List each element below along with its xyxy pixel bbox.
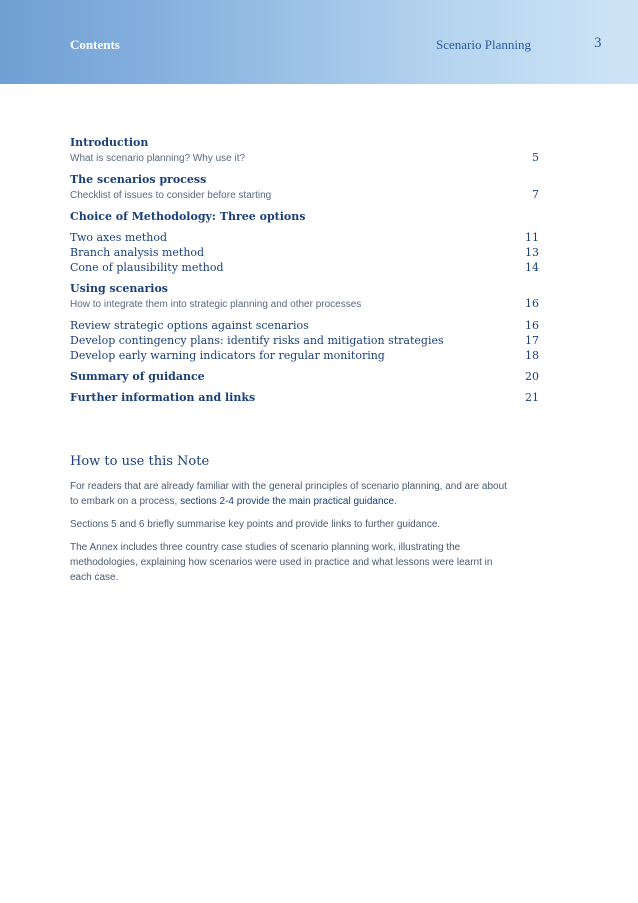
paragraph-text: . <box>394 496 397 507</box>
toc-heading: Summary of guidance <box>70 370 205 383</box>
toc-section-further[interactable] <box>70 390 539 405</box>
toc-entry[interactable] <box>70 260 539 275</box>
toc-section-methodology[interactable] <box>70 209 539 275</box>
toc-page-number: 18 <box>525 349 539 362</box>
toc-subtitle: Checklist of issues to consider before starting <box>70 190 272 201</box>
toc-entry-label: Cone of plausibility method <box>70 261 224 274</box>
howto-paragraph-1 <box>70 479 510 509</box>
emphasized-text: sections 2-4 provide the main practical guidance <box>180 496 395 507</box>
toc-entry-label: Review strategic options against scenarios <box>70 319 309 332</box>
toc-heading: Choice of Methodology: Three options <box>70 210 306 223</box>
toc-page-number: 20 <box>525 370 539 383</box>
header-section-label: Contents <box>70 37 120 52</box>
toc-section-using[interactable] <box>70 281 539 363</box>
toc-page-number: 14 <box>525 261 539 274</box>
toc-heading: Further information and links <box>70 391 256 404</box>
toc-heading: The scenarios process <box>70 173 207 186</box>
toc-entry[interactable] <box>70 333 539 348</box>
toc-entry[interactable] <box>70 348 539 363</box>
howto-paragraph-2: Sections 5 and 6 briefly summarise key points and provide links to further guidance. <box>70 519 441 530</box>
toc-entry-label: Develop early warning indicators for regular monitoring <box>70 349 385 362</box>
toc-entry[interactable] <box>70 230 539 245</box>
how-to-use-section <box>70 454 510 593</box>
toc-page-number: 16 <box>525 319 539 332</box>
toc-page-number: 7 <box>532 188 539 201</box>
toc-section-process[interactable] <box>70 172 539 203</box>
toc-page-number: 17 <box>525 334 539 347</box>
toc-subtitle: What is scenario planning? Why use it? <box>70 153 246 164</box>
table-of-contents <box>70 135 539 411</box>
toc-subtitle: How to integrate them into strategic planning and other processes <box>70 299 362 310</box>
toc-section-introduction[interactable] <box>70 135 539 166</box>
toc-page-number: 16 <box>525 297 539 310</box>
header-page-number: 3 <box>594 35 602 51</box>
toc-entry-label: Branch analysis method <box>70 246 205 259</box>
toc-page-number: 11 <box>525 231 539 244</box>
toc-entry[interactable] <box>70 245 539 260</box>
toc-entry[interactable] <box>70 318 539 333</box>
toc-section-summary[interactable] <box>70 369 539 384</box>
toc-entry-label: Two axes method <box>70 231 168 244</box>
section-title: How to use this Note <box>70 454 210 469</box>
toc-heading: Introduction <box>70 136 149 149</box>
toc-page-number: 13 <box>525 246 539 259</box>
toc-heading: Using scenarios <box>70 282 169 295</box>
paragraph-text: For readers that are already familiar with the general principles of scenario planning, and are about to embark on a process, <box>70 481 507 507</box>
toc-page-number: 5 <box>532 151 539 164</box>
header-document-title: Scenario Planning <box>436 37 531 52</box>
toc-page-number: 21 <box>525 391 539 404</box>
howto-paragraph-3: The Annex includes three country case studies of scenario planning work, illustrating the methodologies, explaining how scenarios were used in practice and what lessons were learnt in each case. <box>70 542 493 583</box>
toc-entry-label: Develop contingency plans: identify risks and mitigation strategies <box>70 334 444 347</box>
page-header <box>0 0 638 84</box>
